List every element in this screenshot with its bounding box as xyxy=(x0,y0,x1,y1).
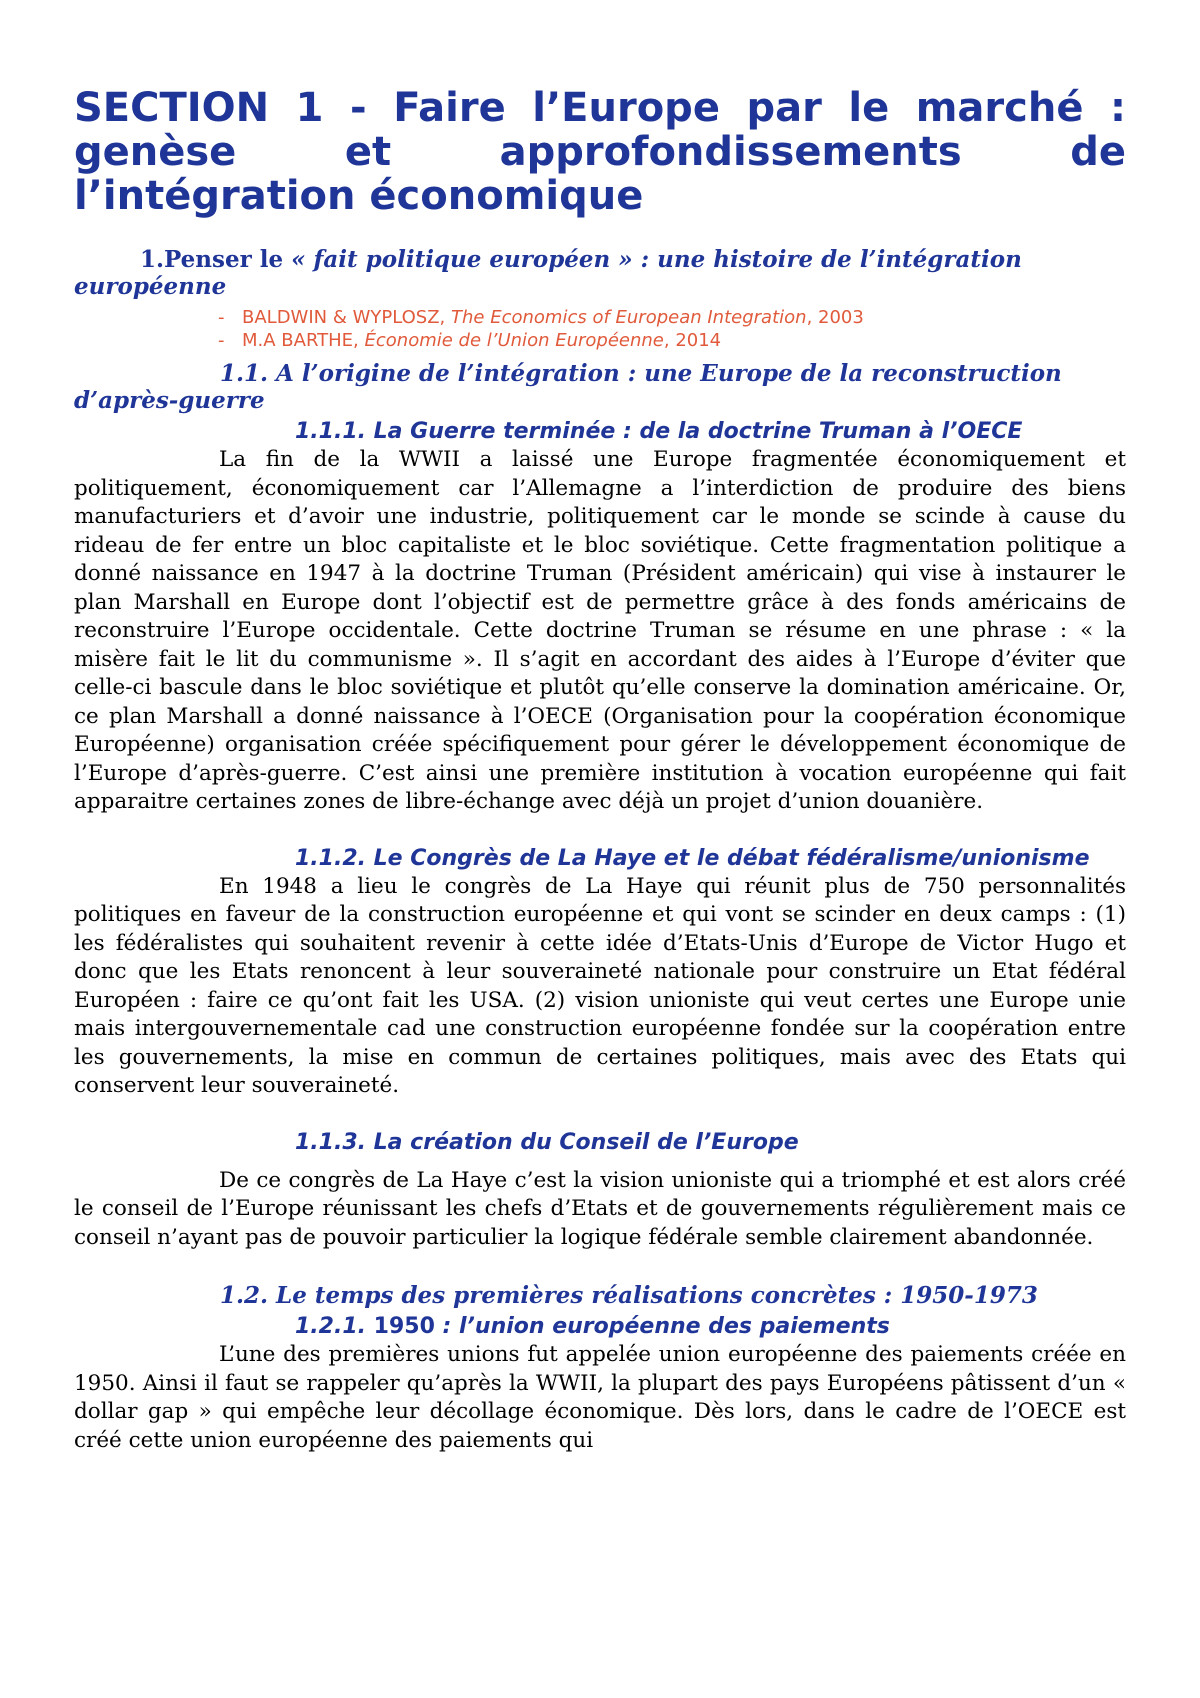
section-1-2-1-number: 1.2.1. xyxy=(295,1314,374,1339)
section-1-1-3-heading: 1.1.3. La création du Conseil de l’Europe xyxy=(295,1129,799,1155)
part-1-heading xyxy=(74,246,1126,300)
reference-item xyxy=(74,329,1126,352)
section-1-1-1-heading: 1.1.1. La Guerre terminée : de la doctrine Truman à l’OECE xyxy=(295,419,1023,444)
reference-item xyxy=(74,306,1126,329)
reference-year: , 2003 xyxy=(806,307,864,328)
section-1-1-2-heading: 1.1.2. Le Congrès de La Haye et le débat fédéralisme/unionisme xyxy=(295,845,1090,871)
section-1-2-1-paragraph: L’une des premières unions fut appelée union européenne des paiements créée en 1950. Ainsi il faut se rappeler qu’après la WWII, la plupart des pays Européens pâtissent d’un « dollar gap » qui empêche leur décollage économique. Dès lors, dans le cadre de l’OECE est créé cette union européenne des paiements qui xyxy=(74,1342,1126,1453)
section-1-1-2-paragraph: En 1948 a lieu le congrès de La Haye qui réunit plus de 750 personnalités politiques en faveur de la construction européenne et qui vont se scinder en deux camps : (1) les fédéralistes qui souhaitent revenir à cette idée d’Etats-Unis d’Europe de Victor Hugo et donc que les Etats renoncent à leur souveraineté nationale pour construire un Etat fédéral Européen : faire ce qu’ont fait les USA. (2) vision unioniste qui veut certes une Europe unie mais intergouvernementale cad une construction européenne fondée sur la coopération entre les gouvernements, la mise en commun de certaines politiques, mais avec des Etats qui conservent leur souveraineté. xyxy=(74,873,1126,1098)
reference-author: M.A BARTHE, xyxy=(242,330,365,351)
reference-author: BALDWIN & WYPLOSZ, xyxy=(242,307,452,328)
section-title: SECTION 1 - Faire l’Europe par le marché : genèse et approfondissements de l’intégration économique xyxy=(74,85,1126,219)
list-dash: - xyxy=(218,307,225,328)
section-1-1-heading: 1.1. A l’origine de l’intégration : une Europe de la reconstruction d’après-guerre xyxy=(74,360,1062,414)
part-1-number: 1. xyxy=(140,246,165,273)
section-1-2-1-title: : l’union européenne des paiements xyxy=(434,1314,890,1339)
part-1-italic: « fait politique européen » : une histoire de l’intégration européenne xyxy=(74,246,1022,300)
section-1-2-1-heading xyxy=(74,1313,1126,1341)
section-1-1-3-paragraph: De ce congrès de La Haye c’est la vision unioniste qui a triomphé et est alors créé le conseil de l’Europe réunissant les chefs d’Etats et de gouvernements régulièrement mais ce conseil n’ayant pas de pouvoir particulier la logique fédérale semble clairement abandonnée. xyxy=(74,1167,1126,1250)
list-dash: - xyxy=(218,330,225,351)
reference-work: The Economics of European Integration xyxy=(451,307,807,328)
part-1-lead: Penser le xyxy=(164,246,292,273)
reference-list xyxy=(74,306,1126,352)
reference-work: Économie de l’Union Européenne xyxy=(364,330,664,351)
section-1-2-1-year: 1950 xyxy=(373,1314,435,1339)
section-1-2-heading: 1.2. Le temps des premières réalisations concrètes : 1950-1973 xyxy=(220,1282,1038,1309)
section-1-1-1-paragraph: La fin de la WWII a laissé une Europe fragmentée économiquement et politiquement, économiquement car l’Allemagne a l’interdiction de produire des biens manufacturiers et d’avoir une industrie, politiquement car le monde se scinde à cause du rideau de fer entre un bloc capitaliste et le bloc soviétique. Cette fragmentation politique a donné naissance en 1947 à la doctrine Truman (Président américain) qui vise à instaurer le plan Marshall en Europe dont l’objectif est de permettre grâce à des fonds américains de reconstruire l’Europe occidentale. Cette doctrine Truman se résume en une phrase : « la misère fait le lit du communisme ». Il s’agit en accordant des aides à l’Europe d’éviter que celle-ci bascule dans le bloc soviétique et plutôt qu’elle conserve la domination américaine. Or, ce plan Marshall a donné naissance à l’OECE (Organisation pour la coopération économique Européenne) organisation créée spécifiquement pour gérer le développement économique de l’Europe d’après-guerre. C’est ainsi une première institution à vocation européenne qui fait apparaitre certaines zones de libre-échange avec déjà un projet d’union douanière. xyxy=(74,447,1126,814)
reference-year: , 2014 xyxy=(663,330,722,351)
